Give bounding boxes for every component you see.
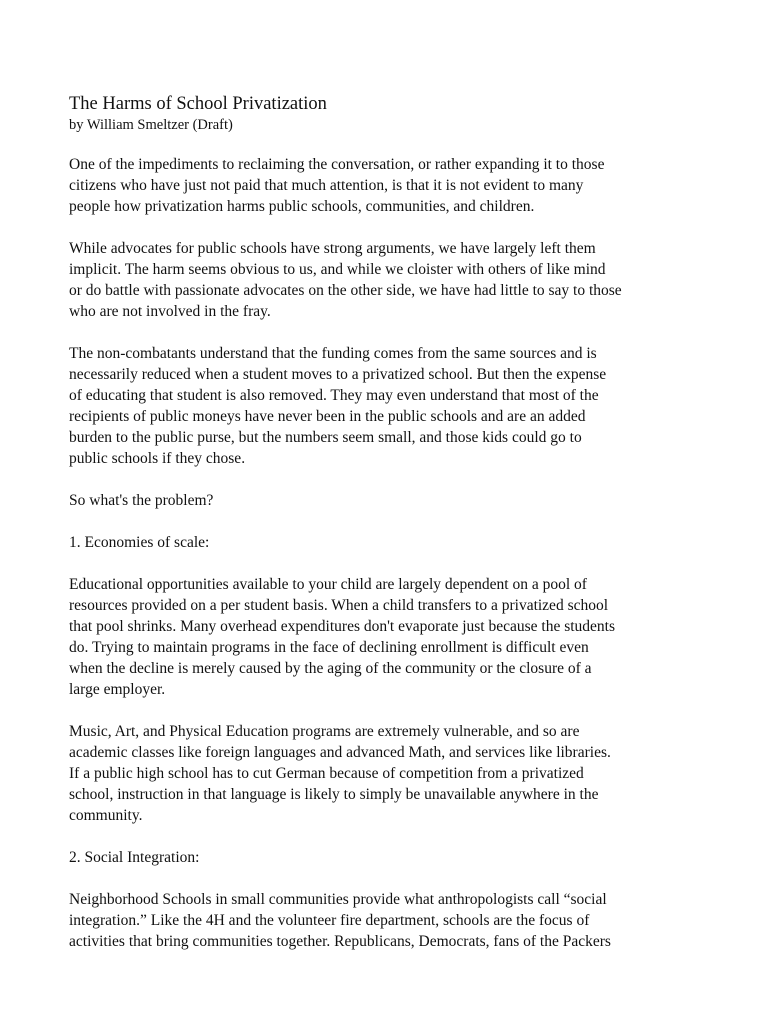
paragraph bbox=[69, 490, 709, 511]
paragraph-line: implicit. The harm seems obvious to us, and while we cloister with others of like mind bbox=[69, 261, 606, 278]
paragraph-line: large employer. bbox=[69, 681, 166, 698]
paragraph-line: who are not involved in the fray. bbox=[69, 303, 271, 320]
paragraph-line: resources provided on a per student basis. When a child transfers to a privatized school bbox=[69, 597, 609, 614]
paragraph-line: do. Trying to maintain programs in the face of declining enrollment is difficult even bbox=[69, 639, 589, 656]
paragraph-line: of educating that student is also removed. They may even understand that most of the bbox=[69, 387, 599, 404]
paragraph bbox=[69, 154, 709, 217]
paragraph-line: Neighborhood Schools in small communities provide what anthropologists call “social bbox=[69, 891, 607, 908]
paragraph-line: One of the impediments to reclaiming the conversation, or rather expanding it to those bbox=[69, 156, 605, 173]
paragraph bbox=[69, 238, 709, 322]
paragraph-line: While advocates for public schools have strong arguments, we have largely left them bbox=[69, 240, 596, 257]
paragraph bbox=[69, 847, 709, 868]
paragraph-line: If a public high school has to cut German because of competition from a privatized bbox=[69, 765, 584, 782]
paragraph-line: Educational opportunities available to your child are largely dependent on a pool of bbox=[69, 576, 587, 593]
paragraph-line: academic classes like foreign languages and advanced Math, and services like libraries. bbox=[69, 744, 611, 761]
paragraph-line: school, instruction in that language is likely to simply be unavailable anywhere in the bbox=[69, 786, 599, 803]
document-body bbox=[69, 154, 709, 952]
paragraph-line: The non-combatants understand that the funding comes from the same sources and is bbox=[69, 345, 597, 362]
paragraph bbox=[69, 574, 709, 700]
paragraph-line: integration.” Like the 4H and the volunteer fire department, schools are the focus of bbox=[69, 912, 590, 929]
paragraph-line: burden to the public purse, but the numbers seem small, and those kids could go to bbox=[69, 429, 582, 446]
paragraph-line: community. bbox=[69, 807, 143, 824]
paragraph-line: activities that bring communities together. Republicans, Democrats, fans of the Packers bbox=[69, 933, 611, 950]
paragraph-line: Music, Art, and Physical Education programs are extremely vulnerable, and so are bbox=[69, 723, 580, 740]
paragraph bbox=[69, 532, 709, 553]
paragraph bbox=[69, 889, 709, 952]
paragraph-line: citizens who have just not paid that much attention, is that it is not evident to many bbox=[69, 177, 584, 194]
paragraph-line: 1. Economies of scale: bbox=[69, 534, 210, 551]
paragraph-line: or do battle with passionate advocates on the other side, we have had little to say to those bbox=[69, 282, 622, 299]
document-byline: by William Smeltzer (Draft) bbox=[69, 117, 233, 133]
paragraph-line: recipients of public moneys have never been in the public schools and are an added bbox=[69, 408, 586, 425]
paragraph-line: public schools if they chose. bbox=[69, 450, 246, 467]
document-title: The Harms of School Privatization bbox=[69, 94, 327, 114]
paragraph bbox=[69, 343, 709, 469]
paragraph-line: necessarily reduced when a student moves to a privatized school. But then the expense bbox=[69, 366, 607, 383]
paragraph-line: that pool shrinks. Many overhead expenditures don't evaporate just because the students bbox=[69, 618, 616, 635]
document-page bbox=[69, 92, 709, 973]
paragraph-line: So what's the problem? bbox=[69, 492, 214, 509]
paragraph-line: 2. Social Integration: bbox=[69, 849, 200, 866]
paragraph-line: when the decline is merely caused by the aging of the community or the closure of a bbox=[69, 660, 592, 677]
paragraph bbox=[69, 721, 709, 826]
paragraph-line: people how privatization harms public schools, communities, and children. bbox=[69, 198, 535, 215]
